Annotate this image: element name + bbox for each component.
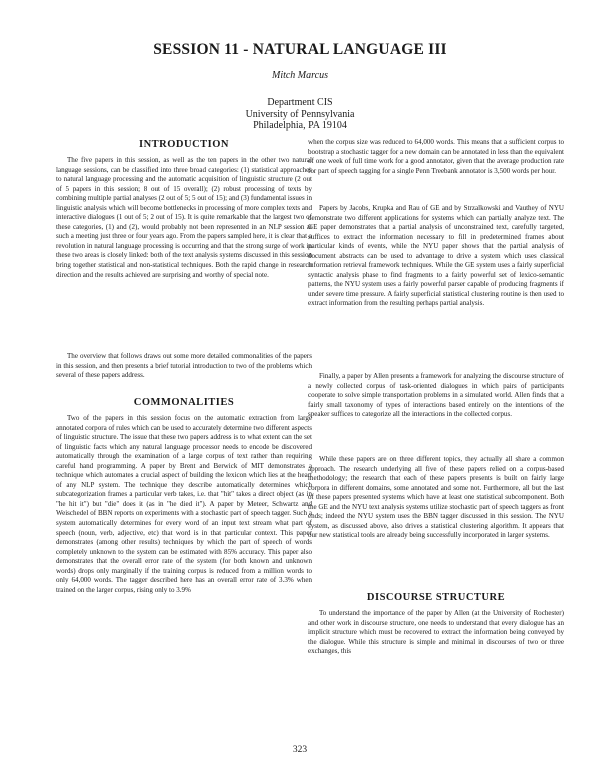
affiliation-city: Philadelphia, PA 19104 — [253, 120, 347, 131]
paragraph-common-approach: While these papers are on three different topics, they actually all share a common approach. The research underlying all five of these papers relied on a corpus-based methodology; the research that each of these papers presents is built on fairly large corpora in different domains, some annotated and some not. Furthermore, all but the last of these papers presented systems which have at least one statistical subcomponent. Both the GE and the NYU text analysis systems utilize stochastic part of speech taggers as front ends; indeed the NYU system uses the BBN tagger discussed in this session. The NYU system, as discussed above, also drives a statistical clustering algorithm. It appears that our new statistical tools are already being successfully incorporated in larger systems. — [308, 455, 564, 540]
paragraph-intro-1: The five papers in this session, as well as the ten papers in the other two natural language sessions, can be classified into three broad categories: (1) statistical approaches to natural language processing and the automatic acquisition of linguistic structure (2 out of 5 papers in this session; 8 out of 15 overall); (2) robust processing of texts by combining multiple partial analyses (2 out of 5; 5 out of 15); and (3) fundamental issues in linguistic analysis which will become bottlenecks in processing of more complex texts and interactive dialogues (1 out of 5; 2 out of 15). It is quite remarkable that the largest two of these categories, (1) and (2), would probably not been represented in an NLP session at such a meeting just three or four years ago. From the papers sampled here, it is clear that a revolution in natural language processing is occurring and that the strong surge of work in these two areas is closely linked: both of the text analysis systems discussed in this session bring together statistical and non-statistical techniques. Both the rapid change in research direction and the results achieved are surprising and worthy of special note. — [56, 156, 312, 279]
paper-title: SESSION 11 - NATURAL LANGUAGE III — [153, 41, 447, 58]
author-name: Mitch Marcus — [271, 70, 328, 81]
paragraph-discourse-1: To understand the importance of the paper by Allen (at the University of Rochester) and other work in discourse structure, one needs to understand that every dialogue has an implicit structure which must be recovered to extract the information being conveyed by the dialogue. While this structure is simple and minimal in discourses of two or three exchanges, this — [308, 609, 564, 656]
paragraph-intro-2: The overview that follows draws out some more detailed commonalities of the papers in this session, and then presents a brief tutorial introduction to two of the problems which several of these papers address. — [56, 352, 312, 380]
affiliation-university: University of Pennsylvania — [245, 108, 355, 120]
paragraph-jacobs: Papers by Jacobs, Krupka and Rau of GE and by Strzalkowski and Vauthey of NYU demonstrate two different applications for systems which can partially analyze text. The GE paper demonstrates that a partial analysis of unconstrained text, carefully targeted, suffices to extract the information necessary to fill in predetermined frames about particular kinds of events, while the NYU paper shows that the partial analysis of document abstracts can be used to advantage to drive a system which uses classical information retrieval framework techniques. While the GE system uses a fairly superficial syntactic analysis phase to find fragments to a fairly powerful set of lexico-semantic patterns, the NYU system uses a fairly powerful parser capable of producing fragments if under severe time pressure. A fairly superficial statistical clustering routine is then used to extract information from the resulting perhaps partial analysis. — [308, 204, 564, 308]
paragraph-continued: when the corpus size was reduced to 64,000 words. This means that a sufficient corpus to bootstrap a stochastic tagger for a new domain can be annotated in less than the equivalent of one week of full time work for a good annotator, given that the average production rate for part of speech tagging for a single Penn Treebank annotator is 3,500 words per hour. — [308, 138, 564, 175]
affiliation-department: Department CIS — [267, 97, 333, 108]
heading-commonalities: COMMONALITIES — [133, 397, 235, 408]
heading-discourse-structure: DISCOURSE STRUCTURE — [366, 592, 506, 603]
paragraph-allen: Finally, a paper by Allen presents a framework for analyzing the discourse structure of a newly collected corpus of task-oriented dialogues in which pairs of participants cooperate to solve simple transportation problems in a simulated world. Allen finds that a fairly small taxonomy of types of interactions based entirely on the intentions of the speaker suffices to categorize all the interactions in the collected corpus. — [308, 372, 564, 419]
author-affiliation — [60, 97, 540, 132]
heading-introduction: INTRODUCTION — [138, 139, 229, 150]
page-number: 323 — [292, 745, 308, 755]
paragraph-commonalities-1: Two of the papers in this session focus on the automatic extraction from large annotated corpora of rules which can be used to accurately determine two different aspects of linguistic structure. The issue that these two papers address is to what extent can the set of linguistic facts which any natural language processor needs to encode be discovered automatically through the examination of a large corpus of text rather than requiring careful hand programming. A paper by Brent and Berwick of MIT demonstrates a technique which automates a crucial aspect of building the lexicon which lies at the heart of any NLP system. The technique they describe automatically determines which subcategorization frames a particular verb takes, i.e. that "hit" takes a direct object (as in "he hit it") but "die" does it (as in "he died it"). A paper by Meteer, Schwartz and Weischedel of BBN reports on experiments with a stochastic part of speech tagger. Such a system automatically determines for every word of an input text stream what part of speech (noun, verb, adjective, etc) that word is in that particular context. This paper demonstrates (among other results) techniques by which the part of speech of words completely unknown to the system can be estimated with 85% accuracy. This paper also demonstrates that the overall error rate of the system (for both known and unknown words) drops only marginally if the training corpus is reduced from a million words to only 64,000 words. The tagger described here has an overall error rate of 3.3% when trained on the larger corpus, rising only to 3.9% — [56, 414, 312, 594]
